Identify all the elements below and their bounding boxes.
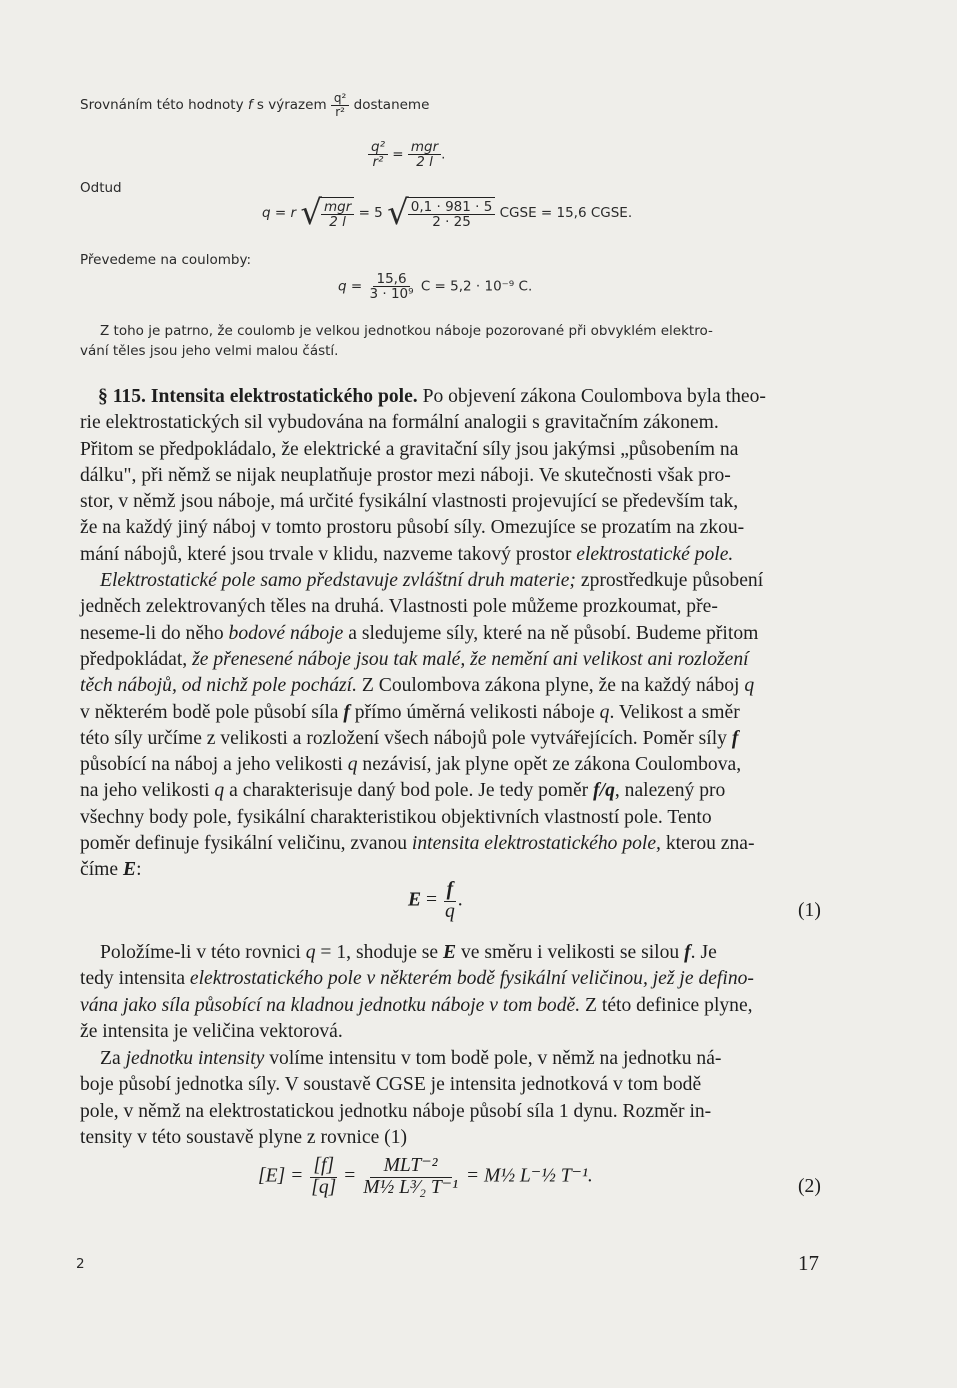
- eq2-dim-f1-num: [f]: [310, 1156, 337, 1178]
- odtud-label: Odtud: [80, 180, 122, 196]
- compare-frac-den: r²: [335, 104, 345, 119]
- eq2-dim-f2-den: M½ L³⁄₂ T⁻¹: [363, 1176, 458, 1198]
- section-line-2: rie elektrostatických sil vybudována na formální analogii s gravitačním zákonem.: [80, 412, 719, 434]
- eq1-left-den: r²: [372, 154, 384, 171]
- eq1-right-num: mgr: [408, 140, 441, 155]
- eq2-lhs: q = r: [262, 205, 297, 221]
- eq1-equals: =: [392, 146, 404, 163]
- term-elektrostaticke-pole: elektrostatické pole.: [576, 543, 734, 565]
- section-line-18: poměr definuje fysikální veličinu, zvanou intensita elektrostatického pole, kterou zna-: [80, 833, 755, 855]
- ztoho-line-1: Z toho je patrno, že coulomb je velkou jednotkou náboje pozorované při obvyklém elektro-: [100, 323, 713, 339]
- eq2-num2: 0,1 · 981 · 5: [408, 200, 496, 215]
- eq-E-dot: .: [457, 889, 463, 911]
- equation-q-coulomb: [338, 272, 532, 301]
- compare-f: f: [247, 97, 253, 114]
- section-line-15: působící na náboj a jeho velikosti q nezávisí, jak plyne opět ze zákona Coulombova,: [80, 754, 742, 776]
- eq2-eq5: = 5: [358, 205, 383, 221]
- equation-q-sqrt: [262, 193, 633, 233]
- section-line-17: všechny body pole, fysikální charakteristikou objektivních vlastností pole. Tento: [80, 806, 712, 828]
- section-line-13: v některém bodě pole působí síla f přímo úměrná velikosti náboje q. Velikost a směr: [80, 701, 740, 723]
- para2-line-2: tedy intensita elektrostatického pole v některém bodě fysikální veličinou, jež je defino-: [80, 968, 754, 990]
- section-number: § 115.: [98, 386, 146, 407]
- eq2-dim-f2-num: MLT⁻²: [370, 1156, 452, 1178]
- compare-frac-num: q²: [331, 92, 349, 106]
- para3-line-4: tensity v této soustavě plyne z rovnice (1): [80, 1126, 408, 1148]
- eq2-dim-rhs: = M½ L⁻½ T⁻¹.: [465, 1165, 593, 1187]
- eq3-tail: C = 5,2 · 10⁻⁹ C.: [420, 278, 533, 295]
- prevedeme-label: Převedeme na coulomby:: [80, 252, 252, 268]
- section-line-9: jedněch zelektrovaných těles na druhá. Vlastnosti pole můžeme prozkoumat, pře-: [80, 596, 718, 618]
- sqrt-2: √ $\frac{0,1 \cdot 981 \cdot 5}{2 \cdot 25}$: [387, 196, 495, 230]
- para3-line-1: Za jednotku intensity volíme intensitu v tom bodě pole, v němž na jednotku ná-: [100, 1048, 722, 1069]
- section-line-5: stor, v němž jsou náboje, má určité fysikální vlastnosti projevující se především tak,: [80, 491, 739, 513]
- para3-line-3: pole, v němž na elektrostatickou jednotku náboje působí síla 1 dynu. Rozměr in-: [80, 1100, 712, 1122]
- eq2-dim-equals: =: [344, 1165, 356, 1187]
- eq1-left-num: q²: [368, 140, 388, 155]
- eq2-dim-f1-den: [q]: [311, 1176, 337, 1198]
- section-line-7: mání nábojů, které jsou trvale v klidu, nazveme takový prostor elektrostatické pole.: [80, 543, 734, 565]
- paragraph-definition: [80, 940, 826, 1045]
- compare-pre: Srovnáním této hodnoty: [80, 97, 248, 114]
- eq3-num: 15,6: [373, 272, 409, 287]
- section-line-11: předpokládat, že přenesené náboje jsou tak malé, že nemění ani velikost ani rozložení: [80, 648, 749, 670]
- eq3-den: 3 · 10⁹: [369, 286, 414, 303]
- eq2-den2: 2 · 25: [432, 214, 471, 230]
- para2-line-1: Položíme-li v této rovnici q = 1, shoduje se E ve směru i velikosti se silou f. Je: [100, 942, 717, 963]
- para3-line-2: boje působí jednotka síly. V soustavě CGSE je intensita jednotková v tom bodě: [80, 1074, 702, 1096]
- section-line-1: Po objevení zákona Coulombova byla theo-: [417, 386, 766, 407]
- compare-line: [80, 92, 429, 118]
- sqrt-1: √ $\frac{\text{mgr}}{2 l}$: [300, 196, 354, 230]
- eq2-dim-lhs: [E] =: [258, 1165, 304, 1187]
- equation-2-label: (2): [798, 1176, 821, 1197]
- eq-E-den: q: [444, 900, 455, 922]
- ztoho-line-2: vání těles jsou jeho velmi malou částí.: [80, 343, 339, 359]
- equation-1-label: (1): [798, 900, 821, 921]
- section-line-4: dálku", při němž se nijak neuplatňuje prostor mezi náboji. Ve skutečnosti však pro-: [80, 464, 731, 486]
- eq3-lhs: q =: [338, 278, 363, 295]
- section-line-14: této síly určíme z velikosti a rozložení všech nábojů pole vytvářejících. Poměr síly f: [80, 727, 739, 749]
- eq1-dot: .: [441, 146, 446, 163]
- compare-post: dostaneme: [349, 97, 430, 114]
- equation-2: [258, 1156, 593, 1198]
- paragraph-unit: [80, 1046, 826, 1151]
- eq1-right-den: 2 l: [416, 154, 433, 171]
- eq2-tail: CGSE = 15,6 CGSE.: [499, 205, 633, 221]
- section-115-paragraph: [80, 384, 826, 884]
- signature-mark: 2: [76, 1256, 85, 1272]
- section-line-12: těch nábojů, od nichž pole pochází. Z Coulombova zákona plyne, že na každý náboj q: [80, 675, 755, 697]
- section-line-3: Přitom se předpokládalo, že elektrické a gravitační síly jsou jakýmsi „působením na: [80, 438, 739, 460]
- equation-1: [408, 880, 463, 922]
- compare-mid: s výrazem: [252, 97, 331, 114]
- section-title: Intensita elektrostatického pole.: [150, 386, 418, 407]
- equation-q2-r2: [368, 140, 445, 169]
- section-line-8: Elektrostatické pole samo představuje zvláštní druh materie; zprostředkuje působení: [100, 570, 764, 592]
- section-line-19: číme E:: [80, 859, 142, 881]
- eq-E-equals: =: [425, 889, 438, 911]
- section-line-6: že na každý jiný náboj v tomto prostoru působí síly. Omezujíce se prozatím na zkou-: [80, 517, 745, 539]
- section-line-10: neseme-li do něho bodové náboje a sledujeme síly, které na ně působí. Budeme přitom: [80, 622, 759, 644]
- para2-line-3: vána jako síla působící na kladnou jednotku náboje v tom bodě. Z této definice plyne,: [80, 994, 753, 1016]
- page-number: 17: [798, 1251, 819, 1275]
- eq2-sqrt-num: mgr: [321, 200, 354, 215]
- para2-line-4: že intensita je veličina vektorová.: [80, 1020, 343, 1042]
- eq2-sqrt-den: 2 l: [329, 214, 346, 230]
- eq-E-num: f: [444, 880, 457, 902]
- section-line-16: na jeho velikosti q a charakterisuje daný bod pole. Je tedy poměr f/q, nalezený pro: [80, 780, 726, 802]
- eq-E-lhs: E: [408, 889, 422, 911]
